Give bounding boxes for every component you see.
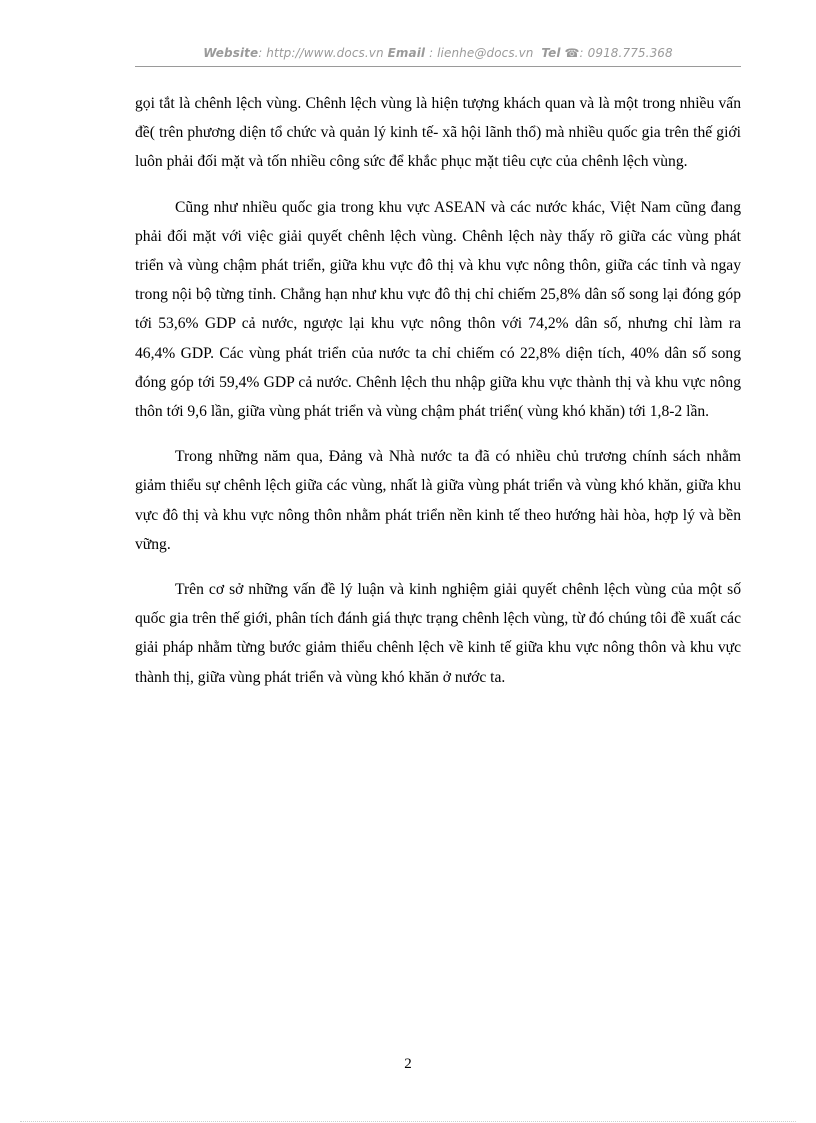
page-number: 2 bbox=[404, 1056, 412, 1072]
tel-label: Tel bbox=[541, 46, 561, 60]
website-label: Website bbox=[203, 46, 259, 60]
header-divider bbox=[135, 66, 741, 67]
paragraph-3: Trong những năm qua, Đảng và Nhà nước ta đã có nhiều chủ trương chính sách nhằm giảm thiểu sự chênh lệch giữa các vùng, nhất là giữa vùng phát triển và vùng khó khăn, giữa khu vực đô thị và khu vực nông thôn nhằm phát triển nền kinh tế theo hướng hài hòa, hợp lý và bền vững. bbox=[135, 448, 741, 553]
tel-value: : 0918.775.368 bbox=[579, 46, 673, 60]
phone-icon: ☎ bbox=[564, 46, 580, 60]
email-value: : lienhe@docs.vn bbox=[425, 46, 534, 60]
page-bottom-divider bbox=[20, 1121, 796, 1122]
paragraph-2: Cũng như nhiều quốc gia trong khu vực ASEAN và các nước khác, Việt Nam cũng đang phải đối mặt với việc giải quyết chênh lệch vùng. Chênh lệch này thấy rõ giữa các vùng phát triển và vùng chậm phát triển, giữa khu vực đô thị và khu vực nông thôn, giữa các tỉnh và ngay trong nội bộ từng tỉnh. Chẳng hạn như khu vực đô thị chỉ chiếm 25,8% dân số song lại đóng góp tới 53,6% GDP cả nước, ngược lại khu vực nông thôn với 74,2% dân số, nhưng chỉ làm ra 46,4% GDP. Các vùng phát triển của nước ta chỉ chiếm có 22,8% diện tích, 40% dân số song đóng góp tới 59,4% GDP cả nước. Chênh lệch thu nhập giữa khu vực thành thị và khu vực nông thôn tới 9,6 lần, giữa vùng phát triển và vùng chậm phát triển( vùng khó khăn) tới 1,8-2 lần. bbox=[135, 198, 741, 421]
email-label: Email bbox=[387, 46, 426, 60]
paragraph-4: Trên cơ sở những vấn đề lý luận và kinh nghiệm giải quyết chênh lệch vùng của một số quốc gia trên thế giới, phân tích đánh giá thực trạng chênh lệch vùng, từ đó chúng tôi đề xuất các giải pháp nhằm từng bước giảm thiểu chênh lệch về kinh tế giữa khu vực nông thôn và khu vực thành thị, giữa vùng phát triển và vùng khó khăn ở nước ta. bbox=[135, 581, 741, 686]
paragraph-1: gọi tắt là chênh lệch vùng. Chênh lệch vùng là hiện tượng khách quan và là một trong nhiều vấn đề( trên phương diện tổ chức và quản lý kinh tế- xã hội lãnh thổ) mà nhiều quốc gia trên thế giới luôn phải đối mặt và tốn nhiều công sức để khắc phục mặt tiêu cực của chênh lệch vùng. bbox=[135, 95, 741, 171]
page-header bbox=[135, 46, 741, 60]
website-value: : http://www.docs.vn bbox=[258, 46, 384, 60]
document-body bbox=[135, 89, 741, 708]
